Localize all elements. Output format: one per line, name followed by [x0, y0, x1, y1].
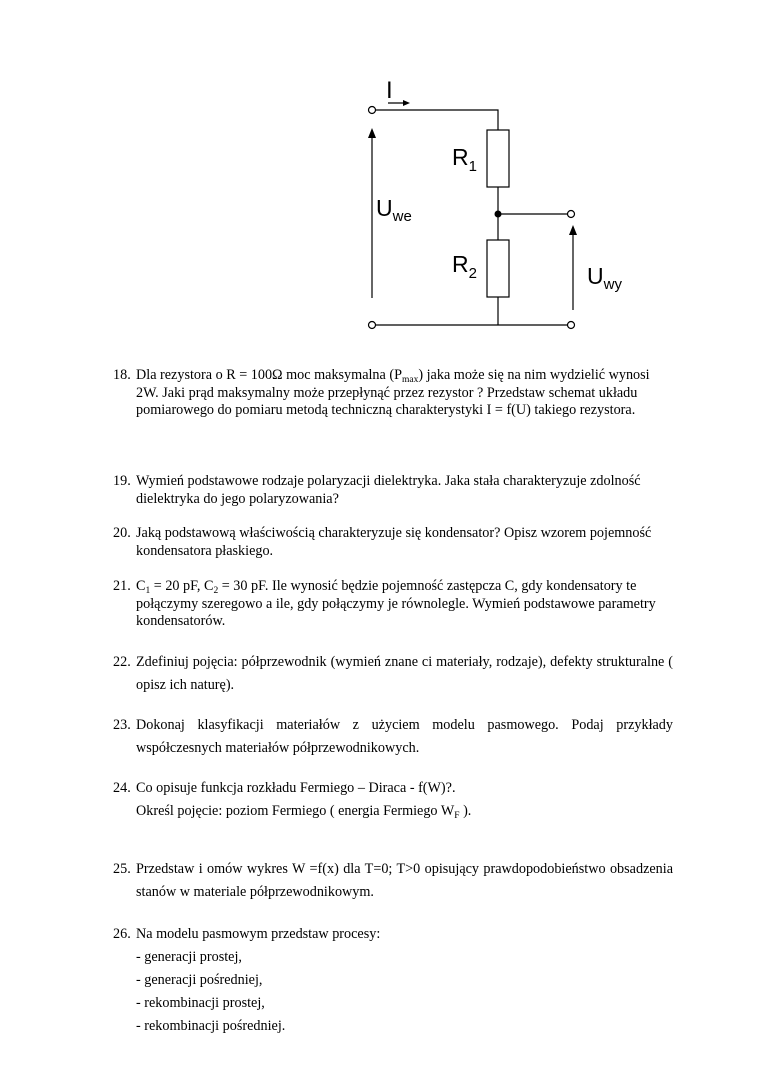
output-terminal-top [568, 211, 575, 218]
uin-label: $U_{we}$ [376, 195, 412, 225]
question-20 [113, 525, 673, 560]
list-item: - generacji prostej, [136, 949, 242, 965]
r1-resistor [487, 130, 509, 187]
question-18 [113, 367, 673, 420]
question-text: Wymień podstawowe rodzaje polaryzacji dielektryka. Jaka stała charakteryzuje zdolność dielektryka do jego polaryzowania? [136, 473, 641, 507]
question-number: 24. [113, 780, 131, 796]
question-26 [113, 923, 673, 1038]
question-number: 25. [113, 861, 131, 877]
current-label: I [386, 77, 393, 104]
question-text: Dokonaj klasyfikacji materiałów z użyciem modelu pasmowego. Podaj przykłady współczesnych materiałów półprzewodnikowych. [136, 717, 673, 756]
uout-label: $U_{wy}$ [587, 263, 622, 293]
question-text [136, 923, 673, 1038]
question-22 [113, 651, 673, 697]
r2-resistor [487, 240, 509, 297]
question-text: $C_1 = 20$ pF, $C_2 = 30$ pF. Ile wynosić będzie pojemność zastępcza C, gdy kondensatory te połączymy szeregowo a ile, gdy połączymy je równolegle. Wymień podstawowe parametry kondensatorów. [136, 578, 656, 629]
question-19 [113, 473, 673, 508]
question-21 [113, 578, 673, 631]
question-25 [113, 858, 673, 904]
question-number: 26. [113, 926, 131, 942]
question-number: 21. [113, 578, 131, 594]
question-23 [113, 714, 673, 760]
list-item: - rekombinacji pośredniej. [136, 1018, 286, 1034]
question-number: 23. [113, 717, 131, 733]
question-number: 20. [113, 525, 131, 541]
junction-node [495, 211, 502, 218]
output-terminal-bottom [568, 322, 575, 329]
question-text: Co opisuje funkcja rozkładu Fermiego – Diraca - f(W)?. Określ pojęcie: poziom Fermiego ( energia Fermiego $W_F$ ). [136, 780, 472, 821]
question-text: Jaką podstawową właściwością charakteryzuje się kondensator? Opisz wzorem pojemność kondensatora płaskiego. [136, 525, 652, 559]
question-number: 19. [113, 473, 131, 489]
question-title: Na modelu pasmowym przedstaw procesy: [136, 926, 381, 942]
question-text: Przedstaw i omów wykres W =f(x) dla T=0; T>0 opisujący prawdopodobieństwo obsadzenia stanów w materiale półprzewodnikowym. [136, 861, 673, 900]
voltage-divider-diagram [0, 0, 760, 350]
question-text: Zdefiniuj pojęcia: półprzewodnik (wymień znane ci materiały, rodzaje), defekty strukturalne ( opisz ich naturę). [136, 654, 673, 693]
r1-label: $R_1$ [452, 144, 477, 175]
question-number: 18. [113, 367, 131, 383]
input-terminal-top [369, 107, 376, 114]
top-wire [375, 110, 498, 130]
question-24 [113, 777, 673, 823]
list-item: - rekombinacji prostej, [136, 995, 265, 1011]
question-text: Dla rezystora o R = 100Ω moc maksymalna $(P_{max})$ jaka może się na nim wydzielić wynosi 2W. Jaki prąd maksymalny może przepłynąć przez rezystor ? Przedstaw schemat układu pomiarowego do pomiaru metodą techniczną charakterystyki I = f(U) takiego rezystora. [136, 367, 650, 418]
list-item: - generacji pośredniej, [136, 972, 263, 988]
question-number: 22. [113, 654, 131, 670]
r2-label: $R_2$ [452, 251, 477, 282]
input-terminal-bottom [369, 322, 376, 329]
